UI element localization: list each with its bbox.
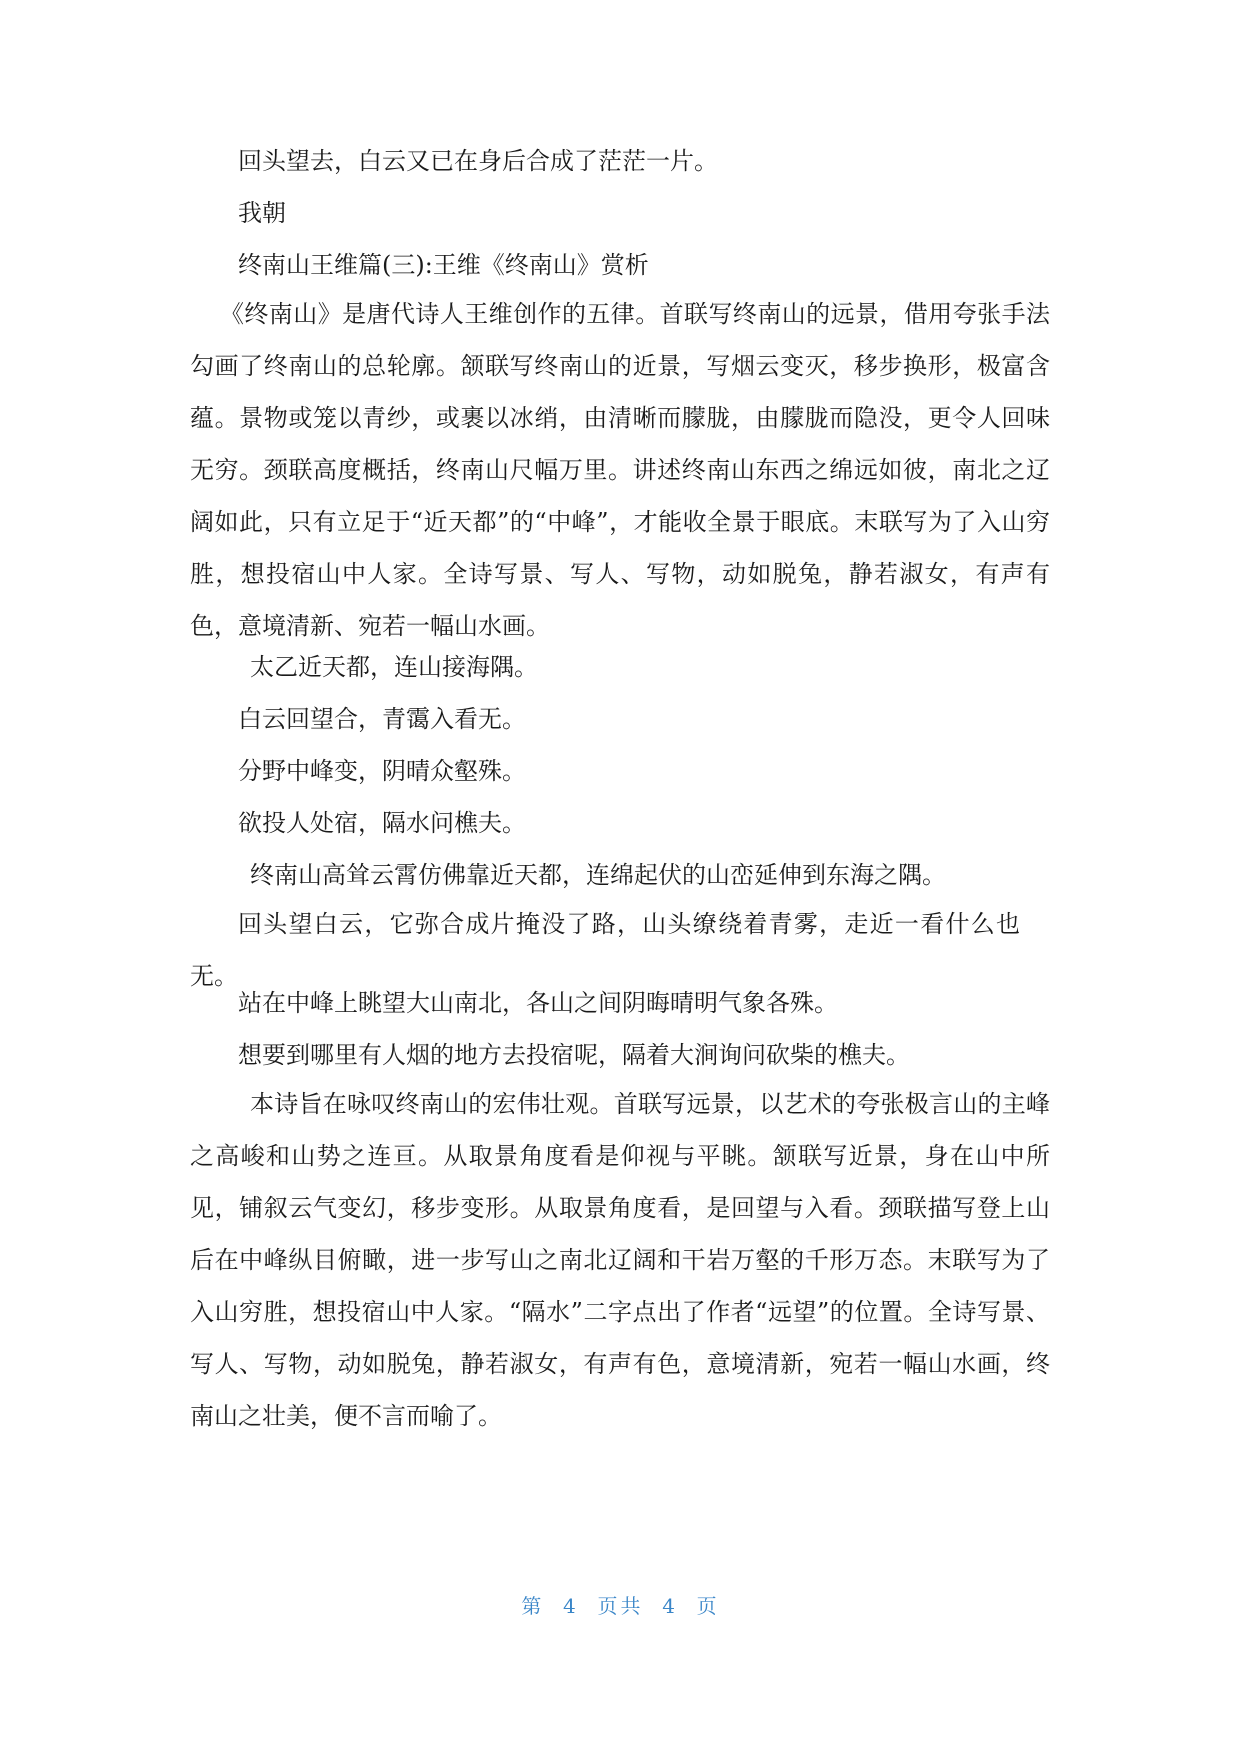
poem-line: 白云回望合，青霭入看无。 (238, 705, 526, 733)
translation-line: 回头望白云，它弥合成片掩没了路，山头缭绕着青雾，走近一看什么也无。 (190, 910, 1020, 990)
page-footer: 第 4 页共 4 页 (521, 1594, 720, 1618)
poem-line: 欲投人处宿，隔水问樵夫。 (238, 809, 526, 837)
text-line: 回头望去，白云又已在身后合成了茫茫一片。 (238, 147, 718, 175)
translation-line: 终南山高耸云霄仿佛靠近天都，连绵起伏的山峦延伸到东海之隅。 (250, 861, 946, 889)
analysis-paragraph-2: 本诗旨在咏叹终南山的宏伟壮观。首联写远景，以艺术的夸张极言山的主峰之高峻和山势之连亘。从取景角度看是仰视与平眺。颔联写近景，身在山中所见，铺叙云气变幻，移步变形。从取景角度看，是回望与入看。颈联描写登上山后在中峰纵目俯瞰，进一步写山之南北辽阔和干岩万壑的千形万态。末联写为了入山穷胜，想投宿山中人家。“隔水”二字点出了作者“远望”的位置。全诗写景、写人、写物，动如脱兔，静若淑女，有声有色，意境清新，宛若一幅山水画，终南山之壮美，便不言而喻了。 (190, 1090, 1050, 1430)
translation-line: 想要到哪里有人烟的地方去投宿呢，隔着大涧询问砍柴的樵夫。 (238, 1041, 910, 1069)
poem-line: 太乙近天都，连山接海隅。 (250, 653, 538, 681)
translation-line: 站在中峰上眺望大山南北，各山之间阴晦晴明气象各殊。 (238, 989, 838, 1017)
text-line: 我朝 (238, 199, 286, 227)
poem-line: 分野中峰变，阴晴众壑殊。 (238, 757, 526, 785)
analysis-paragraph-1: 《终南山》是唐代诗人王维创作的五律。首联写终南山的远景，借用夸张手法勾画了终南山的总轮廓。颔联写终南山的近景，写烟云变灭，移步换形，极富含蕴。景物或笼以青纱，或裹以冰绡，由清晰而朦胧，由朦胧而隐没，更令人回味无穷。颈联高度概括，终南山尺幅万里。讲述终南山东西之绵远如彼，南北之辽阔如此，只有立足于“近天都”的“中峰”，才能收全景于眼底。末联写为了入山穷胜，想投宿山中人家。全诗写景、写人、写物，动如脱兔，静若淑女，有声有色，意境清新、宛若一幅山水画。 (190, 300, 1050, 640)
section-heading: 终南山王维篇(三):王维《终南山》赏析 (238, 251, 649, 279)
